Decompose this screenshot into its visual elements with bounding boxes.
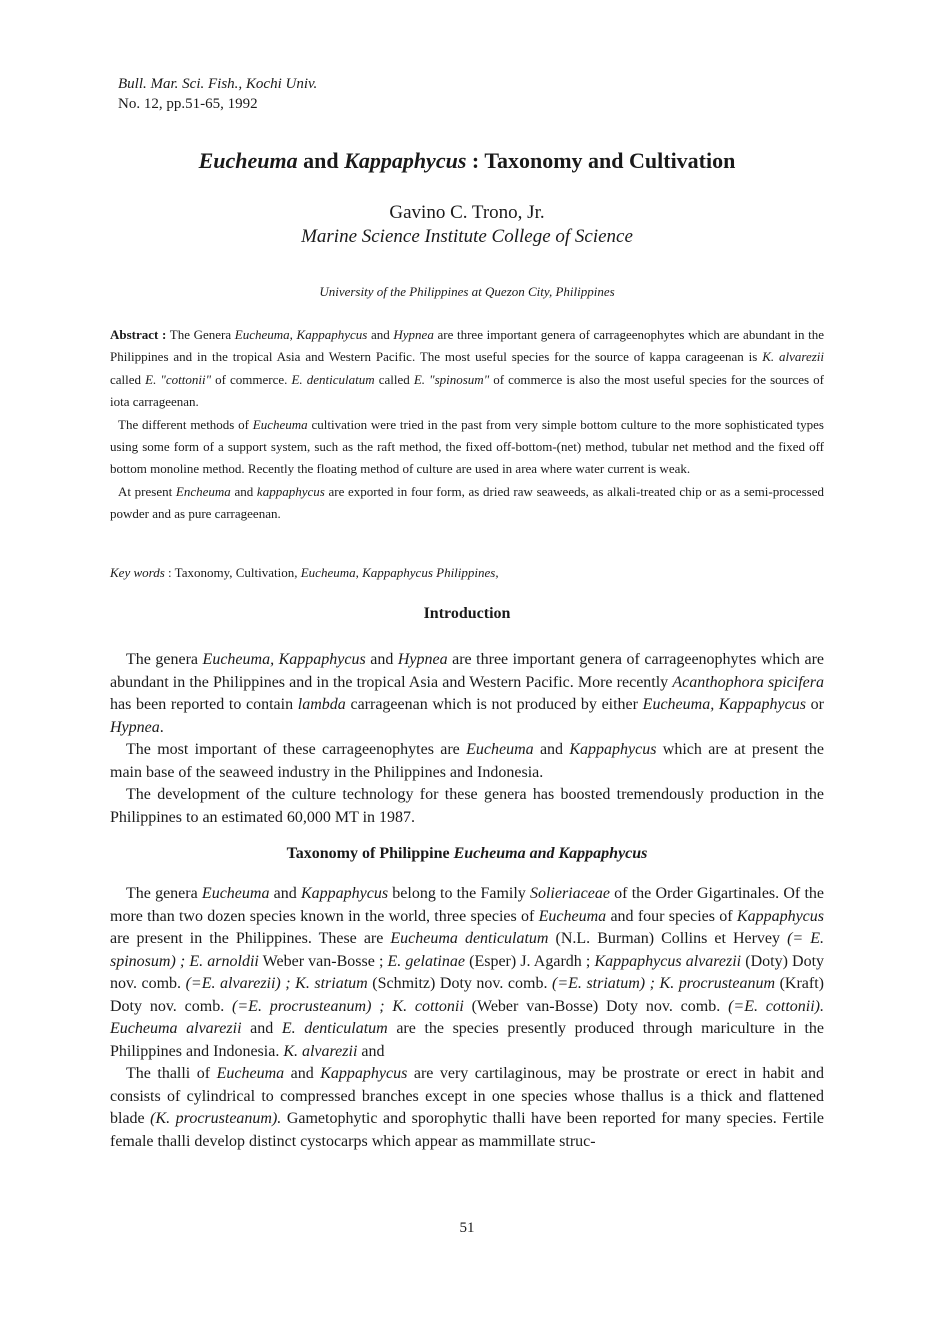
body-text: has been reported to contain xyxy=(110,696,298,713)
title-genus-2: Kappaphycus xyxy=(344,148,467,173)
author-institute: Marine Science Institute College of Science xyxy=(301,226,633,247)
body-text: are the species presently produced through mariculture in the Philippines and Indonesia. xyxy=(110,1020,825,1060)
body-italic: E. denticulatum xyxy=(281,1020,388,1037)
body-text: The thalli of xyxy=(126,1065,217,1082)
body-text: are three important genera of carrageenophytes which are abundant in the Philippines and in the tropical Asia and Western Pacific. More recently xyxy=(110,651,824,691)
body-text: belong to the Family xyxy=(388,885,530,902)
body-text: (Weber van-Bosse) Doty nov. comb. xyxy=(463,997,729,1015)
body-text: Gametophytic and sporophytic thalli have been reported for many species. Fertile female thalli develop distinct cystocarps which appear as mammillate struc- xyxy=(110,1110,824,1150)
abstract-italic: E. "spinosum" xyxy=(413,371,490,387)
intro-paragraph-3 xyxy=(110,784,824,829)
body-italic: Eucheuma denticulatum xyxy=(390,930,549,947)
body-italic: (K. procrusteanum). xyxy=(150,1110,282,1127)
keywords-text: : Taxonomy, Cultivation, xyxy=(164,565,301,580)
journal-citation xyxy=(118,74,317,114)
section-heading-taxonomy xyxy=(0,845,934,863)
body-text: The most important of these carrageenophytes are xyxy=(126,741,467,758)
body-italic: Eucheuma xyxy=(216,1065,285,1082)
body-italic: Eucheuma xyxy=(466,741,534,758)
body-text: Weber van-Bosse ; xyxy=(258,952,388,970)
body-text: or xyxy=(806,696,825,713)
keywords-label: Key words xyxy=(110,565,165,580)
body-text: and xyxy=(269,885,301,902)
abstract-text: of commerce is also the most useful species for the sources of iota carrageenan. xyxy=(110,371,824,410)
body-text: of the Order Gigartinales. Of the more than two dozen species known in the world, three species of xyxy=(110,885,824,925)
paper-title xyxy=(0,148,934,174)
introduction-body xyxy=(110,649,824,829)
abstract-italic: E. denticulatum xyxy=(291,371,375,387)
body-italic: Hypnea xyxy=(397,651,448,668)
abstract-text: are three important genera of carrageenophytes which are abundant in the Philippines and in the tropical Asia and Western Pacific. The most useful species for the source of kappa carageenan is xyxy=(110,327,824,365)
abstract-label: Abstract : xyxy=(110,327,167,342)
body-italic: Kappaphycus xyxy=(320,1065,408,1082)
body-text: are present in the Philippines. These are xyxy=(110,930,391,947)
body-italic: Kappaphycus xyxy=(736,907,824,925)
body-italic: Kappaphycus alvarezii xyxy=(594,952,742,970)
abstract-text: of commerce. xyxy=(211,371,292,387)
body-text: and xyxy=(284,1065,321,1082)
abstract-italic: Encheuma xyxy=(175,483,231,499)
body-italic: Solieriaceae xyxy=(529,885,610,902)
body-text: (Esper) J. Agardh ; xyxy=(464,952,595,970)
body-italic: (=E. cottonii). Eucheuma alvarezii xyxy=(110,997,825,1037)
body-italic: K. alvarezii xyxy=(283,1042,358,1060)
abstract-text: called xyxy=(374,371,414,387)
body-text: which are at present the main base of the seaweed industry in the Philippines and Indonesia. xyxy=(110,741,824,781)
body-text: carrageenan which is not produced by either xyxy=(345,696,643,713)
body-italic: Eucheuma, Kappaphycus xyxy=(642,696,806,713)
body-text: and four species of xyxy=(606,907,737,925)
author-name: Gavino C. Trono, Jr. xyxy=(389,202,545,223)
abstract-italic: Eucheuma xyxy=(252,416,308,432)
abstract-italic: kappaphycus xyxy=(256,483,325,499)
body-italic: Acanthophora spicifera xyxy=(672,673,824,691)
body-text: (N.L. Burman) Collins et Hervey xyxy=(548,930,788,947)
abstract-text: The different methods of xyxy=(118,416,253,432)
body-text: The development of the culture technology for these genera has boosted tremendously production in the Philippines to an estimated 60,000 MT in 1987. xyxy=(110,786,824,826)
body-italic: (=E. alvarezii) ; K. striatum xyxy=(185,975,368,992)
intro-paragraph-1 xyxy=(110,649,824,739)
abstract-text: At present xyxy=(118,483,176,499)
page-number: 51 xyxy=(459,1220,475,1236)
section-heading-introduction: Introduction xyxy=(423,605,511,622)
taxonomy-paragraph-2 xyxy=(110,1063,824,1153)
body-text: The genera xyxy=(126,651,203,668)
taxonomy-heading-italic: Eucheuma and Kappaphycus xyxy=(453,845,648,862)
body-italic: (=E. procrusteanum) ; K. cottonii xyxy=(232,997,464,1015)
abstract-text: The Genera xyxy=(166,327,235,342)
abstract-text: and xyxy=(367,327,394,342)
abstract xyxy=(110,324,824,526)
body-text: . xyxy=(159,718,164,736)
abstract-paragraph-2 xyxy=(110,414,824,481)
abstract-italic: E. "cottonii" xyxy=(145,371,212,387)
body-italic: (= E. spinosum) ; E. arnoldii xyxy=(110,930,825,970)
body-italic: Kappaphycus xyxy=(569,741,657,758)
body-text: are very cartilaginous, may be prostrate or erect in habit and consists of cylindrical to compressed branches except in one species whose thallus is a thick and flattened blade xyxy=(110,1065,825,1127)
body-text: (Kraft) Doty nov. comb. xyxy=(110,975,824,1015)
abstract-italic: Eucheuma, Kappaphycus xyxy=(234,327,368,342)
keywords-italic: Eucheuma, Kappaphycus Philippines, xyxy=(300,565,499,580)
taxonomy-paragraph-1 xyxy=(110,883,824,1063)
body-text: (Schmitz) Doty nov. comb. xyxy=(367,975,553,992)
author-university: University of the Philippines at Quezon City, Philippines xyxy=(319,284,615,299)
body-text: The genera xyxy=(126,885,202,902)
abstract-paragraph-1 xyxy=(110,324,824,414)
keywords xyxy=(110,563,824,583)
body-italic: E. gelatinae xyxy=(387,952,465,970)
intro-paragraph-2 xyxy=(110,739,824,784)
body-text: and xyxy=(533,741,570,758)
abstract-text: called xyxy=(110,371,146,387)
body-italic: Eucheuma, Kappaphycus xyxy=(202,651,366,668)
title-genus-1: Eucheuma xyxy=(198,148,298,173)
body-italic: Hypnea xyxy=(110,718,160,736)
abstract-italic: K. alvarezii xyxy=(762,349,824,365)
taxonomy-body xyxy=(110,883,824,1153)
abstract-text: and xyxy=(230,483,257,499)
body-italic: Eucheuma xyxy=(538,907,607,925)
body-italic: Eucheuma xyxy=(201,885,270,902)
author-block xyxy=(0,201,934,249)
journal-name: Bull. Mar. Sci. Fish., Kochi Univ. xyxy=(118,76,318,92)
body-italic: (=E. striatum) ; K. procrusteanum xyxy=(552,975,776,992)
abstract-paragraph-3 xyxy=(110,481,824,526)
journal-volume: No. 12, pp.51-65, 1992 xyxy=(118,96,258,112)
body-text: (Doty) Doty nov. comb. xyxy=(110,952,825,992)
body-text: and xyxy=(365,651,398,668)
abstract-text: are exported in four form, as dried raw seaweeds, as alkali-treated chip or as a semi-processed powder and as pure carrageenan. xyxy=(110,483,824,522)
abstract-italic: Hypnea xyxy=(393,327,434,342)
body-italic: Kappaphycus xyxy=(300,885,389,902)
body-text: and xyxy=(357,1042,385,1060)
title-rest: : Taxonomy and Cultivation xyxy=(466,148,736,173)
abstract-text: cultivation were tried in the past from very simple bottom culture to the more sophisticated types using some form of a support system, such as the raft method, the fixed off-bottom-(net) method, tubular net method and the fixed off bottom monoline method. Recently the floating method of culture are used in area where water current is weak. xyxy=(110,416,824,477)
taxonomy-heading-plain: Taxonomy of Philippine xyxy=(286,845,454,862)
title-and: and xyxy=(297,148,345,173)
body-text: and xyxy=(241,1020,282,1037)
body-italic: lambda xyxy=(297,696,346,713)
